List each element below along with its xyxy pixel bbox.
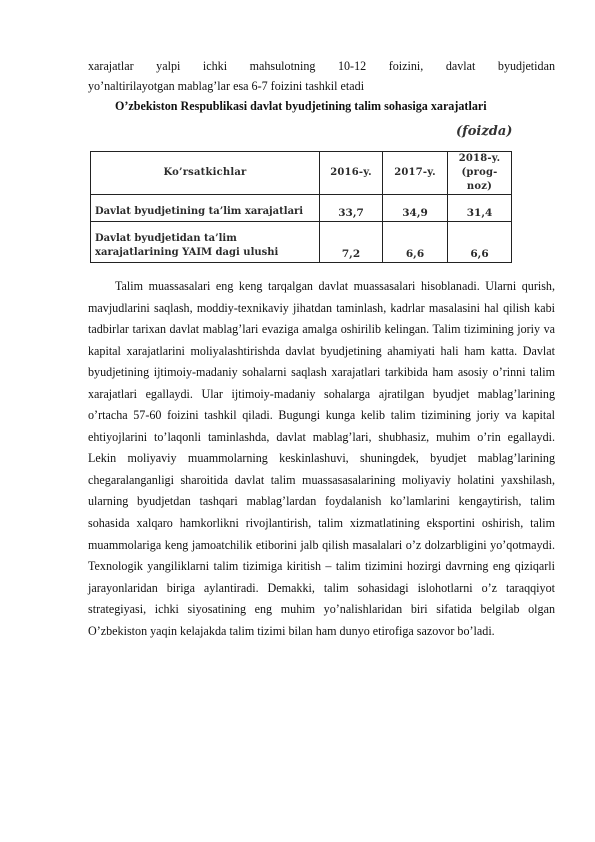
row-label-line-1: Davlat byudjetidan ta’lim: [95, 233, 237, 244]
header-2018-year: 2018-y.: [458, 153, 501, 164]
intro-line-1: xarajatlar yalpi ichki mahsulotning 10-12 foizini, davlat byudjetidan: [88, 59, 555, 73]
header-2018-forecast: (prog-noz): [461, 167, 498, 192]
cell-2017: 34,9: [383, 195, 448, 222]
header-2018: [448, 152, 512, 195]
cell-2018: 31,4: [448, 195, 512, 222]
cell-2016: 33,7: [320, 195, 383, 222]
cell-2016: 7,2: [320, 222, 383, 263]
table-row: [91, 195, 512, 222]
intro-line-2: yo’naltirilayotgan mablag’lar esa 6-7 foizini tashkil etadi: [88, 79, 365, 93]
budget-table-container: [90, 151, 512, 263]
table-row: [91, 222, 512, 263]
unit-label: (foizda): [456, 124, 513, 139]
header-indicators: Ko’rsatkichlar: [91, 152, 320, 195]
cell-2017: 6,6: [383, 222, 448, 263]
header-2016: 2016-y.: [320, 152, 383, 195]
intro-paragraph: [88, 56, 555, 96]
header-2017: 2017-y.: [383, 152, 448, 195]
body-paragraph: Talim muassasalari eng keng tarqalgan davlat muassasalari hisoblanadi. Ularni qurish, mavjudlarini saqlash, moddiy-texnikaviy jihatdan taminlash, kadrlar masalasini hal qilish kabi tadbirlar tarixan davlat mablag’lari evaziga amalga oshirilib kelingan. Talim tizimining joriy va kapital xarajatlarini moliyalashtirishda davlat byudjetining ahamiyati hali ham katta. Davlat byudjetining ijtimoiy-madaniy sohalarni saqlash xarajatlari tarkibida ham asosiy o’rinni talim xarajatlari egallaydi. Ular ijtimoiy-madaniy sohalarga ajratilgan byudjet mablag’larining o’rtacha 57-60 foizini tashkil qiladi. Bugungi kunga kelib talim tizimining joriy va kapital ehtiyojlarini to’laqonli taminlashda, davlat mablag’lari, shubhasiz, muhim o’rin egallaydi. Lekin moliyaviy muammolarning keskinlashuvi, shuningdek, byudjet mablag’larining chegaralanganligi sharoitida davlat talim muassasasalarining moliyaviy holatini yaxshilash, ularning byudjetdan tashqari mablag’lardan foydalanish ko’lamlarini kengaytirish, talim sohasida xalqaro hamkorlikni rivojlantirish, talim xizmatlatining eksportini oshirish, talim muammolariga keng jamoatchilik etiborini jalb qilish masalalari o’z dolzarbligini yo’qotmaydi. Texnologik yangiliklarni talim tizimiga kiritish – talim tizimini hozirgi davrning eng qiziqarli jarayonlaridan biriga aylantiradi. Demakki, talim sohasidagi islohotlarni o’z taraqqiyot strategiyasi, ichki siyosatining eng muhim yo’nalishlaridan biri sifatida belgilab olgan O’zbekiston yaqin kelajakda talim tizimi bilan ham dunyo etirofiga sazovor bo’ladi.: [88, 279, 555, 638]
row-label-line-2: xarajatlarining YAIM dagi ulushi: [95, 247, 279, 258]
row-label-gdp-share: [91, 222, 320, 263]
budget-table: [90, 151, 512, 263]
row-label-education-expenses: Davlat byudjetining ta’lim xarajatlari: [91, 195, 320, 222]
cell-2018: 6,6: [448, 222, 512, 263]
table-title: O’zbekiston Respublikasi davlat byudjetining talim sohasiga xarajatlari: [115, 99, 487, 113]
document-page: [88, 56, 555, 638]
table-header-row: [91, 152, 512, 195]
